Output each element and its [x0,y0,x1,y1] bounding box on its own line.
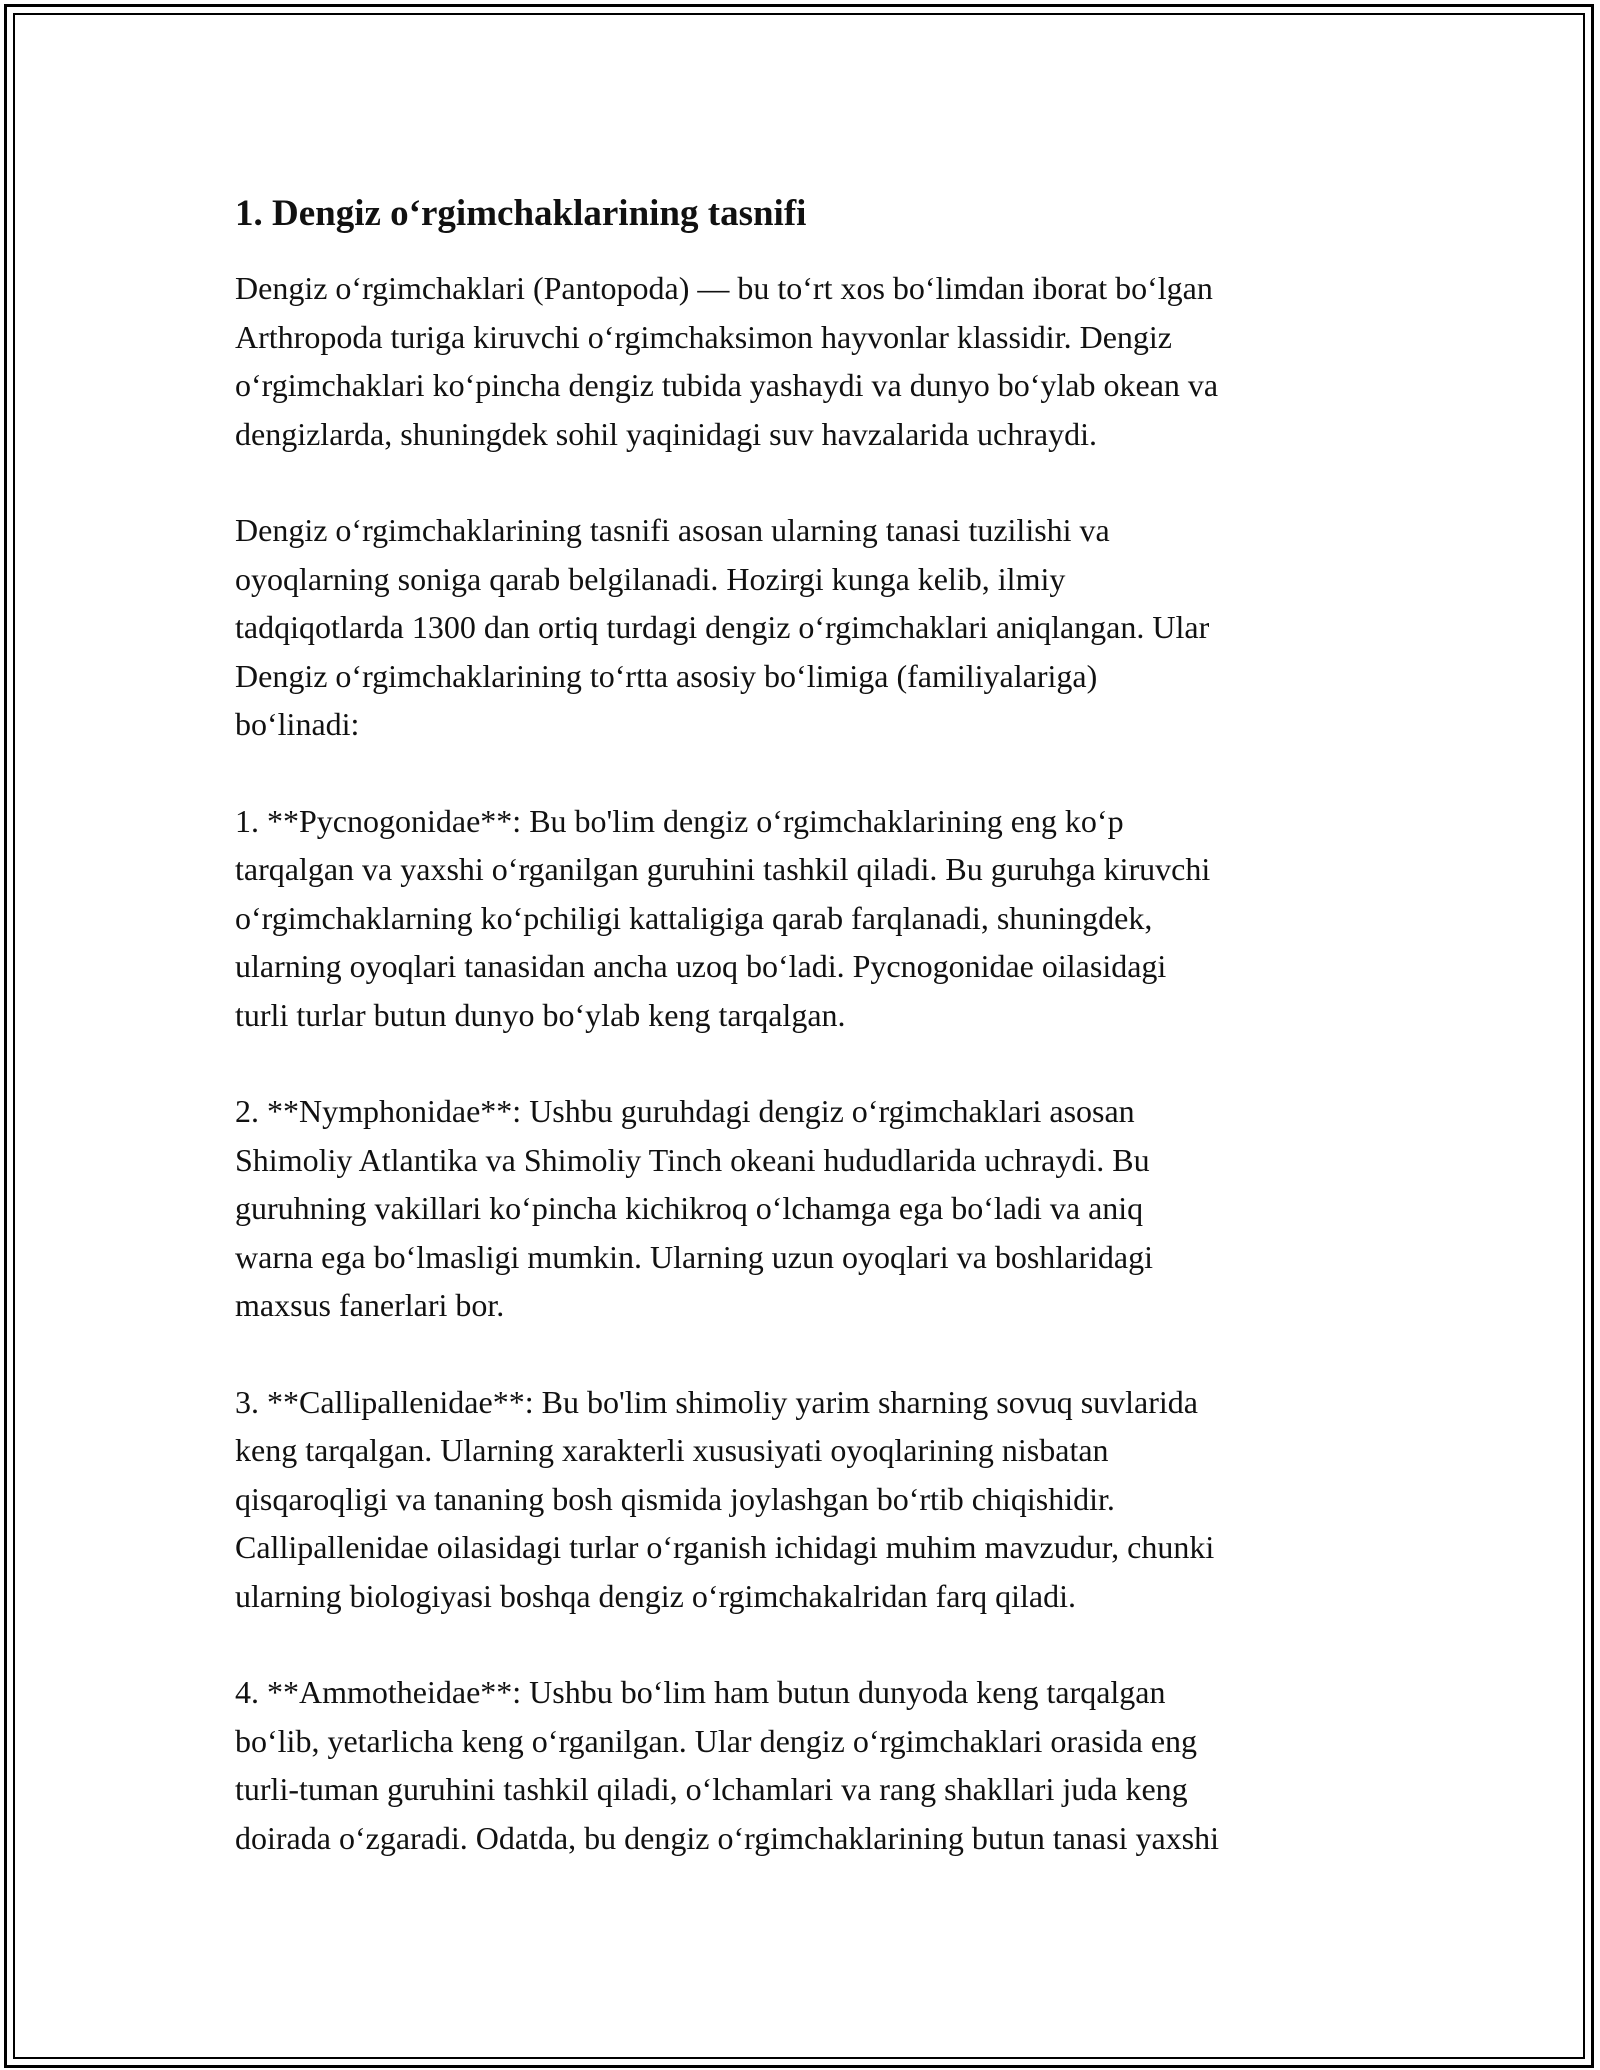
section-title: 1. Dengiz o‘rgimchaklarining tasnifi [235,193,807,234]
paragraph-callipallenidae: 3. **Callipallenidae**: Bu bo'lim shimoliy yarim sharning sovuq suvlarida keng tarqalgan. Ularning xarakterli xususiyati oyoqlarining nisbatan qisqaroqligi va tananing bosh qismida joylashgan bo‘rtib chiqishidir. Callipallenidae oilasidagi turlar o‘rganish ichidagi muhim mavzudur, chunki ularning biologiyasi boshqa dengiz o‘rgimchakalridan farq qiladi. [235,1383,1215,1614]
paragraph-ammotheidae: 4. **Ammotheidae**: Ushbu bo‘lim ham butun dunyoda keng tarqalgan bo‘lib, yetarlicha keng o‘rganilgan. Ular dengiz o‘rgimchaklari orasida eng turli-tuman guruhini tashkil qiladi, o‘lchamlari va rang shakllari juda keng doirada o‘zgaradi. Odatda, bu dengiz o‘rgimchaklarining butun tanasi yaxshi [235,1674,1219,1856]
paragraph-classification: Dengiz o‘rgimchaklarining tasnifi asosan ularning tanasi tuzilishi va oyoqlarning soniga qarab belgilanadi. Hozirgi kunga kelib, ilmiy tadqiqotlarda 1300 dan ortiq turdagi dengiz o‘rgimchaklari aniqlangan. Ular Dengiz o‘rgimchaklarining to‘rtta asosiy bo‘limiga (familiyalariga) bo‘linadi: [235,512,1210,742]
paragraph-nymphonidae: 2. **Nymphonidae**: Ushbu guruhdagi dengiz o‘rgimchaklari asosan Shimoliy Atlantika va Shimoliy Tinch okeani hududlarida uchraydi. Bu guruhning vakillari ko‘pincha kichikroq o‘lchamga ega bo‘ladi va aniq warna ega bo‘lmasligi mumkin. Ularning uzun oyoqlari va boshlaridagi maxsus fanerlari bor. [235,1093,1153,1323]
paragraph-intro: Dengiz o‘rgimchaklari (Pantopoda) — bu to‘rt xos bo‘limdan iborat bo‘lgan Arthropoda turiga kiruvchi o‘rgimchaksimon hayvonlar klassidir. Dengiz o‘rgimchaklari ko‘pincha dengiz tubida yashaydi va dunyo bo‘ylab okean va dengizlarda, shuningdek sohil yaqinidagi suv havzalarida uchraydi. [235,270,1219,452]
document-body [235,188,1370,1862]
paragraph-pycnogonidae: 1. **Pycnogonidae**: Bu bo'lim dengiz o‘rgimchaklarining eng ko‘p tarqalgan va yaxshi o‘rganilgan guruhini tashkil qiladi. Bu guruhga kiruvchi o‘rgimchaklarning ko‘pchiligi kattaligiga qarab farqlanadi, shuningdek, ularning oyoqlari tanasidan ancha uzoq bo‘ladi. Pycnogonidae oilasidagi turli turlar butun dunyo bo‘ylab keng tarqalgan. [235,802,1211,1033]
